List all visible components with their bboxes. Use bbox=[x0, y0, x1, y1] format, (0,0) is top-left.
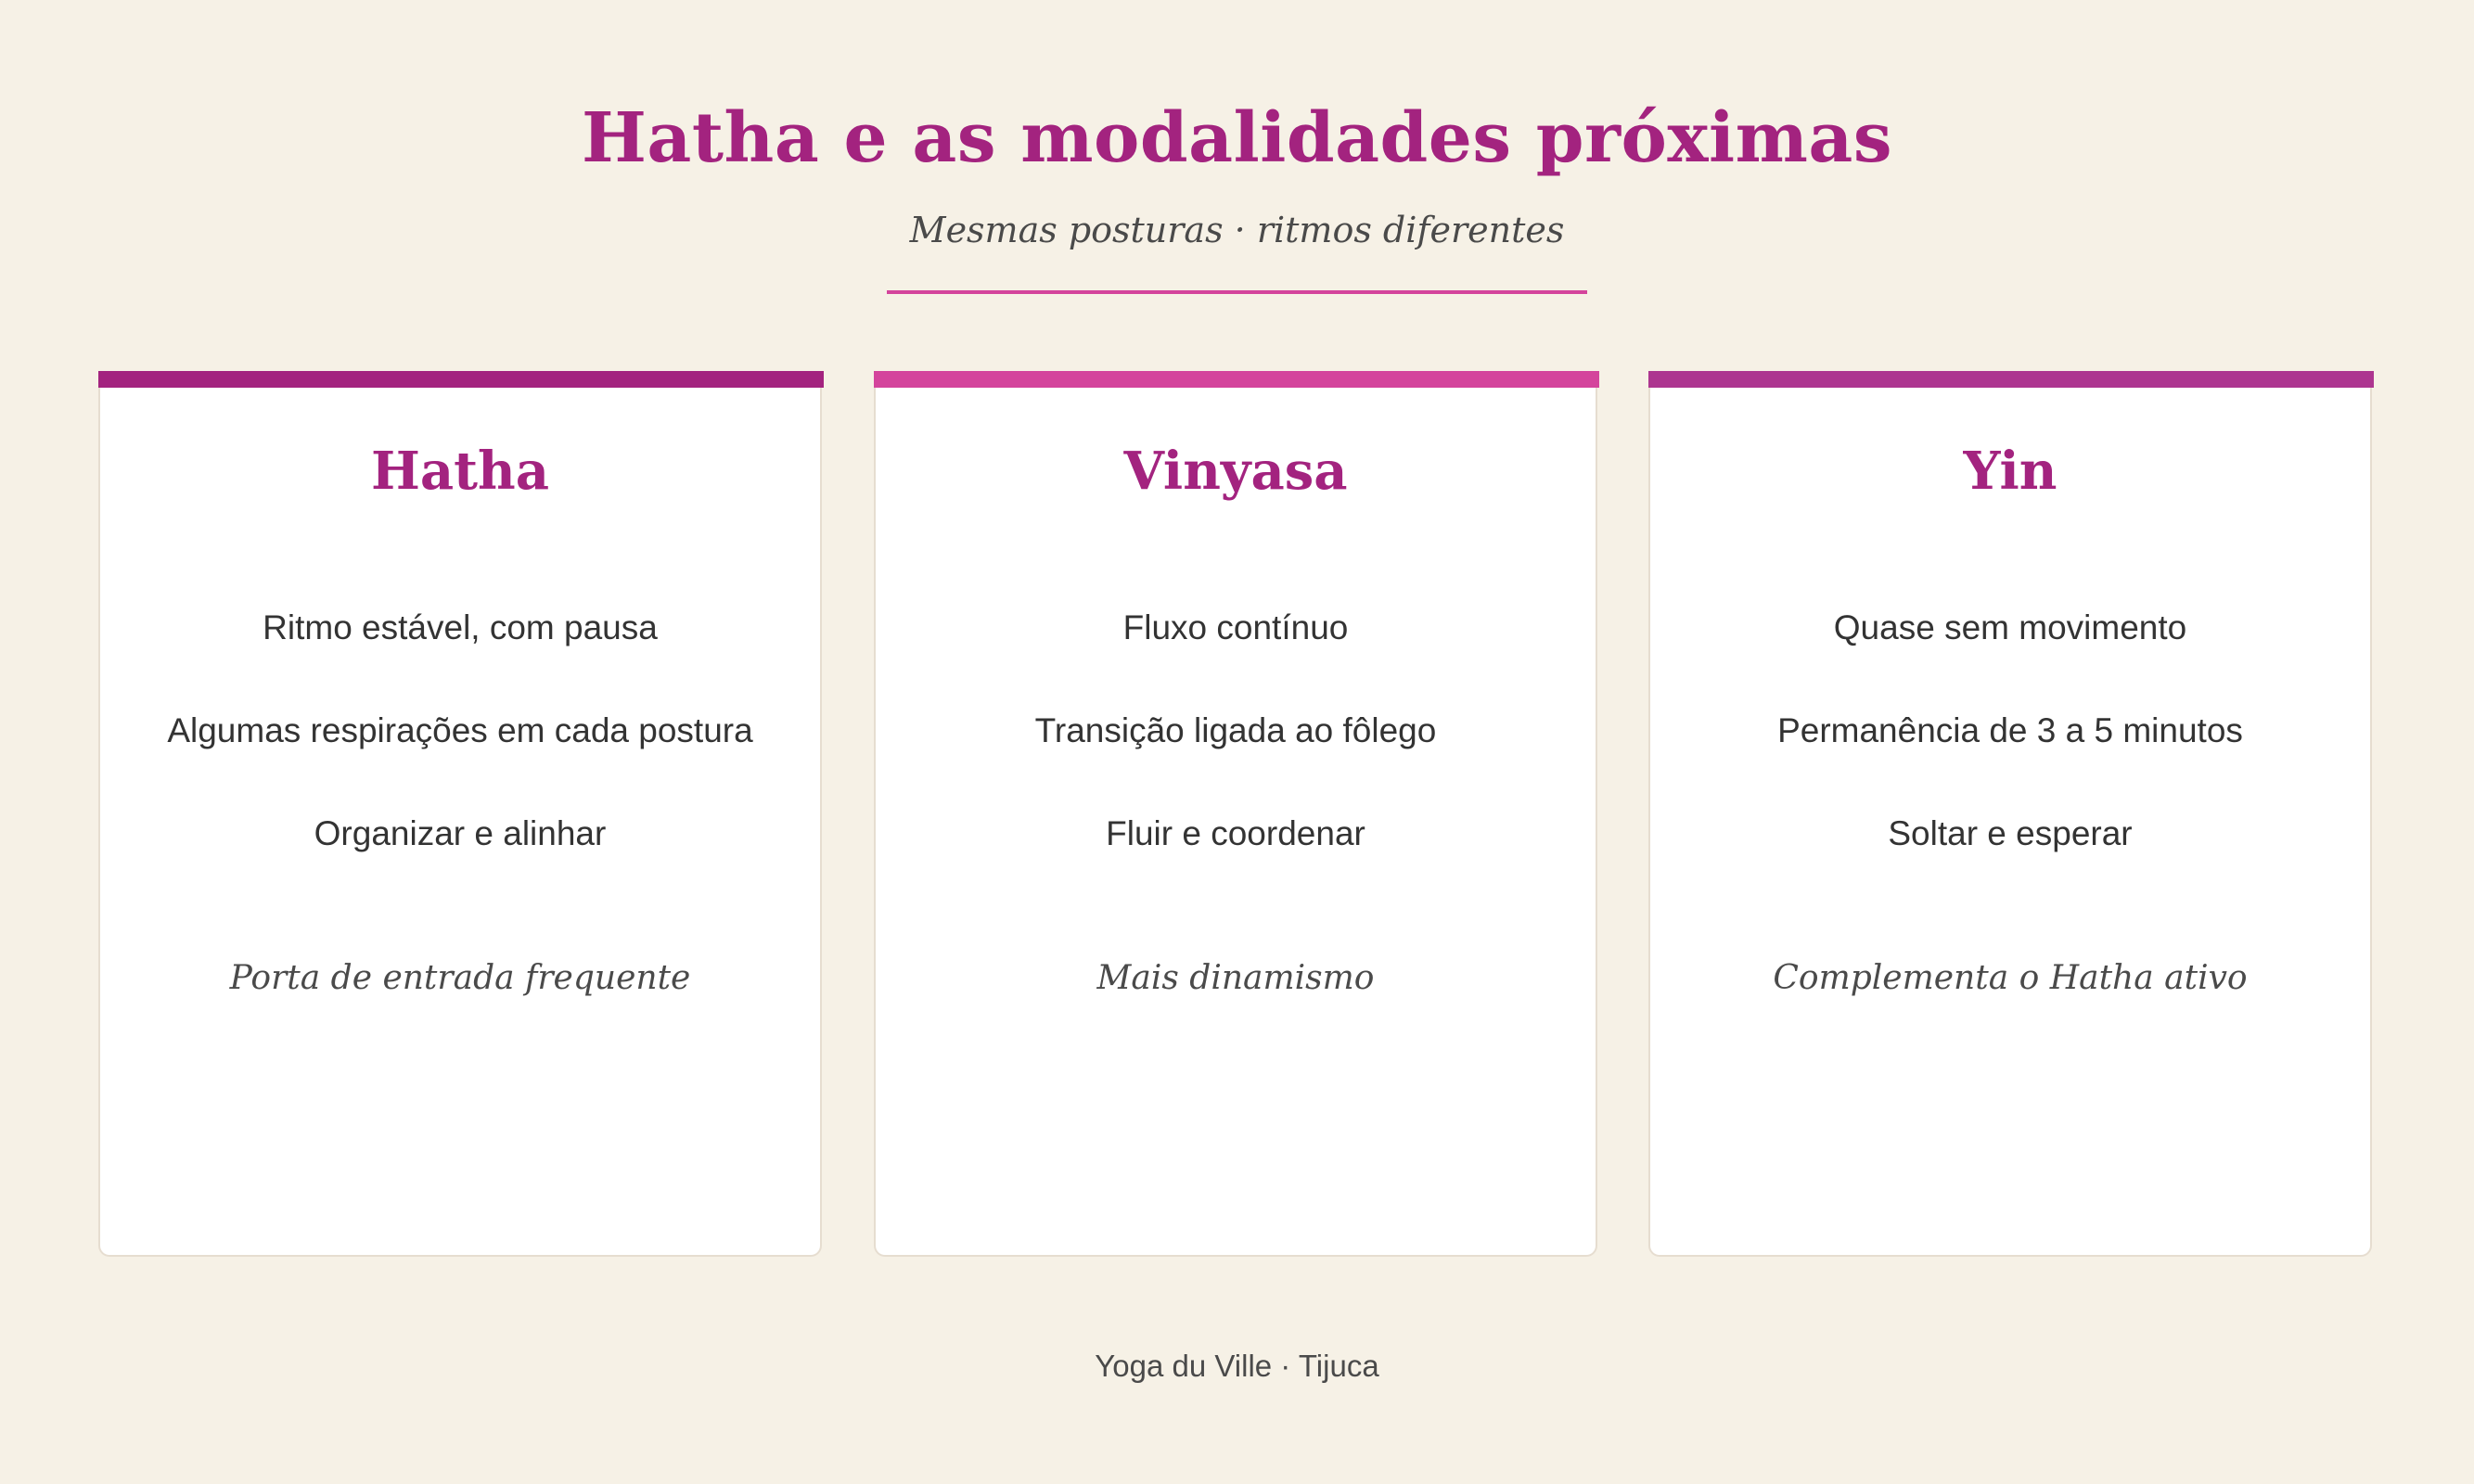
footer-text: Yoga du Ville · Tijuca bbox=[1095, 1349, 1379, 1383]
card-accent-bar bbox=[1648, 371, 2374, 388]
feature-item: Soltar e esperar bbox=[1888, 814, 2133, 852]
card-yin bbox=[1648, 371, 2372, 1257]
card-note: Complementa o Hatha ativo bbox=[1773, 959, 2248, 997]
card-title: Hatha bbox=[370, 441, 550, 502]
card-title: Vinyasa bbox=[1123, 441, 1348, 502]
card-accent-bar bbox=[98, 371, 824, 388]
title-divider bbox=[887, 290, 1587, 294]
card-title: Yin bbox=[1963, 441, 2057, 502]
card-hatha bbox=[98, 371, 822, 1257]
feature-item: Ritmo estável, com pausa bbox=[263, 608, 658, 646]
feature-list bbox=[1650, 594, 2370, 902]
feature-list bbox=[100, 594, 820, 902]
feature-item: Organizar e alinhar bbox=[314, 814, 607, 852]
feature-item: Transição ligada ao fôlego bbox=[1034, 711, 1437, 749]
card-note: Mais dinamismo bbox=[1096, 959, 1375, 997]
feature-list bbox=[876, 594, 1596, 902]
feature-item: Quase sem movimento bbox=[1833, 608, 2187, 646]
feature-item: Permanência de 3 a 5 minutos bbox=[1777, 711, 2243, 749]
card-accent-bar bbox=[874, 371, 1599, 388]
feature-item: Fluir e coordenar bbox=[1106, 814, 1365, 852]
page-subtitle: Mesmas posturas · ritmos diferentes bbox=[909, 210, 1565, 250]
card-note: Porta de entrada frequente bbox=[229, 959, 691, 997]
page-title: Hatha e as modalidades próximas bbox=[581, 98, 1892, 178]
feature-item: Fluxo contínuo bbox=[1122, 608, 1349, 646]
card-vinyasa bbox=[874, 371, 1597, 1257]
feature-item: Algumas respirações em cada postura bbox=[167, 711, 753, 749]
